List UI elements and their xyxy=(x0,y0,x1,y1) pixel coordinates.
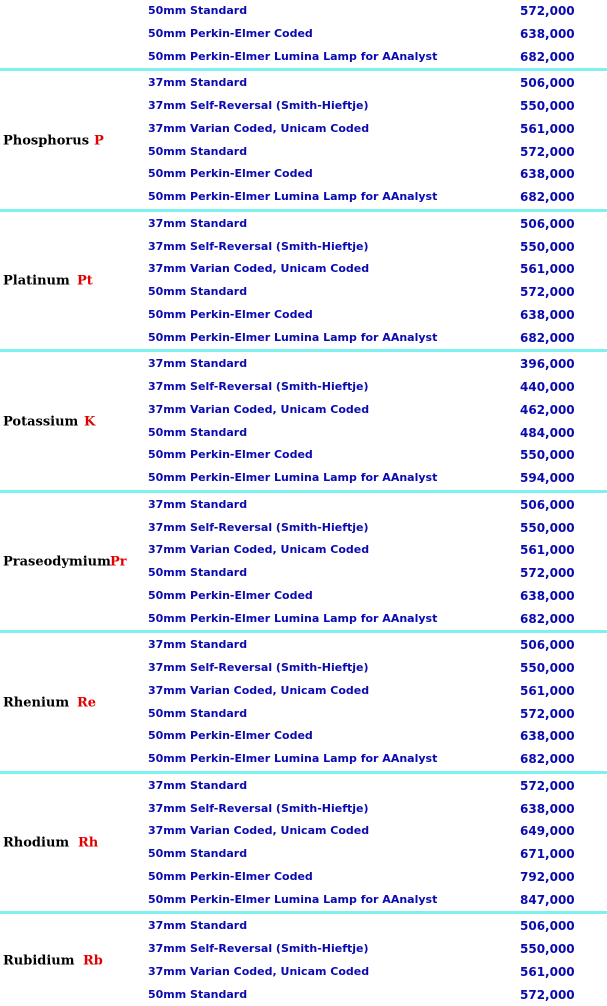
table-row xyxy=(0,236,607,259)
table-row xyxy=(0,0,607,23)
table-row xyxy=(0,915,607,938)
lamp-description: 50mm Standard xyxy=(148,562,247,585)
lamp-price: 550,000 xyxy=(520,938,572,961)
lamp-price: 682,000 xyxy=(520,46,572,69)
lamp-price: 572,000 xyxy=(520,984,572,1006)
table-row xyxy=(0,748,607,771)
element-name: Potassium xyxy=(3,414,78,429)
element-name: Rhenium xyxy=(3,695,69,710)
section-rows xyxy=(0,72,607,209)
element-name: Rubidium xyxy=(3,953,75,968)
lamp-description: 50mm Perkin-Elmer Coded xyxy=(148,304,313,327)
element-section-platinum xyxy=(0,212,607,350)
lamp-price: 638,000 xyxy=(520,163,572,186)
lamp-description: 37mm Varian Coded, Unicam Coded xyxy=(148,961,369,984)
lamp-price: 638,000 xyxy=(520,798,572,821)
lamp-price: 506,000 xyxy=(520,72,572,95)
lamp-description: 50mm Perkin-Elmer Lumina Lamp for AAnalyst xyxy=(148,889,437,912)
lamp-price: 550,000 xyxy=(520,657,572,680)
lamp-price: 561,000 xyxy=(520,680,572,703)
table-row xyxy=(0,961,607,984)
lamp-price: 671,000 xyxy=(520,843,572,866)
lamp-price: 572,000 xyxy=(520,0,572,23)
table-row xyxy=(0,444,607,467)
table-row xyxy=(0,163,607,186)
section-rows xyxy=(0,213,607,350)
lamp-price: 649,000 xyxy=(520,820,572,843)
lamp-price: 550,000 xyxy=(520,444,572,467)
lamp-price: 440,000 xyxy=(520,376,572,399)
section-rows xyxy=(0,775,607,912)
lamp-description: 50mm Standard xyxy=(148,703,247,726)
lamp-price: 682,000 xyxy=(520,186,572,209)
lamp-description: 37mm Varian Coded, Unicam Coded xyxy=(148,118,369,141)
lamp-description: 37mm Standard xyxy=(148,353,247,376)
table-row xyxy=(0,467,607,490)
element-section-praseodymium xyxy=(0,493,607,631)
element-symbol: Pt xyxy=(77,274,93,289)
lamp-price: 638,000 xyxy=(520,585,572,608)
lamp-price: 561,000 xyxy=(520,961,572,984)
element-symbol: K xyxy=(84,414,95,429)
element-section-phosphorus xyxy=(0,71,607,209)
table-row xyxy=(0,562,607,585)
section-rows xyxy=(0,353,607,490)
table-row xyxy=(0,634,607,657)
lamp-description: 50mm Standard xyxy=(148,984,247,1006)
lamp-description: 37mm Self-Reversal (Smith-Hieftje) xyxy=(148,95,369,118)
table-row xyxy=(0,281,607,304)
table-row xyxy=(0,820,607,843)
lamp-description: 37mm Standard xyxy=(148,915,247,938)
lamp-price: 682,000 xyxy=(520,748,572,771)
element-symbol: Pr xyxy=(110,555,127,570)
element-section-rubidium xyxy=(0,914,607,1006)
lamp-description: 37mm Self-Reversal (Smith-Hieftje) xyxy=(148,798,369,821)
lamp-description: 50mm Perkin-Elmer Lumina Lamp for AAnalyst xyxy=(148,467,437,490)
lamp-description: 50mm Standard xyxy=(148,843,247,866)
element-name: Platinum xyxy=(3,274,70,289)
lamp-description: 50mm Perkin-Elmer Lumina Lamp for AAnalyst xyxy=(148,186,437,209)
section-rows xyxy=(0,915,607,1006)
lamp-description: 50mm Perkin-Elmer Lumina Lamp for AAnalyst xyxy=(148,748,437,771)
lamp-description: 37mm Standard xyxy=(148,72,247,95)
lamp-price: 638,000 xyxy=(520,304,572,327)
table-row xyxy=(0,725,607,748)
element-symbol: Rh xyxy=(78,836,98,851)
lamp-description: 37mm Self-Reversal (Smith-Hieftje) xyxy=(148,376,369,399)
lamp-price: 792,000 xyxy=(520,866,572,889)
element-name: Rhodium xyxy=(3,836,69,851)
table-row xyxy=(0,46,607,69)
table-row xyxy=(0,798,607,821)
lamp-price: 572,000 xyxy=(520,775,572,798)
lamp-price: 561,000 xyxy=(520,118,572,141)
lamp-description: 37mm Standard xyxy=(148,494,247,517)
lamp-price: 594,000 xyxy=(520,467,572,490)
lamp-description: 37mm Varian Coded, Unicam Coded xyxy=(148,820,369,843)
section-rows xyxy=(0,634,607,771)
table-row xyxy=(0,141,607,164)
lamp-description: 50mm Perkin-Elmer Coded xyxy=(148,585,313,608)
table-row xyxy=(0,657,607,680)
lamp-price: 506,000 xyxy=(520,634,572,657)
section-rows xyxy=(0,494,607,631)
table-row xyxy=(0,72,607,95)
lamp-price: 682,000 xyxy=(520,327,572,350)
table-row xyxy=(0,213,607,236)
table-row xyxy=(0,517,607,540)
table-row xyxy=(0,118,607,141)
lamp-description: 37mm Varian Coded, Unicam Coded xyxy=(148,680,369,703)
table-row xyxy=(0,422,607,445)
lamp-price: 638,000 xyxy=(520,725,572,748)
lamp-description: 50mm Standard xyxy=(148,141,247,164)
element-name: Praseodymium xyxy=(3,555,111,570)
table-row xyxy=(0,585,607,608)
lamp-price: 462,000 xyxy=(520,399,572,422)
lamp-description: 37mm Self-Reversal (Smith-Hieftje) xyxy=(148,236,369,259)
lamp-description: 50mm Perkin-Elmer Coded xyxy=(148,444,313,467)
lamp-price: 572,000 xyxy=(520,281,572,304)
lamp-price: 638,000 xyxy=(520,23,572,46)
lamp-price: 561,000 xyxy=(520,539,572,562)
lamp-description: 37mm Standard xyxy=(148,634,247,657)
lamp-description: 37mm Self-Reversal (Smith-Hieftje) xyxy=(148,657,369,680)
lamp-price: 550,000 xyxy=(520,517,572,540)
lamp-price: 506,000 xyxy=(520,494,572,517)
table-row xyxy=(0,327,607,350)
table-row xyxy=(0,680,607,703)
element-symbol: P xyxy=(94,133,104,148)
lamp-description: 50mm Perkin-Elmer Coded xyxy=(148,23,313,46)
lamp-price: 847,000 xyxy=(520,889,572,912)
table-row xyxy=(0,258,607,281)
section-rows xyxy=(0,0,607,68)
lamp-price: 396,000 xyxy=(520,353,572,376)
lamp-price: 682,000 xyxy=(520,608,572,631)
table-row xyxy=(0,889,607,912)
lamp-description: 37mm Standard xyxy=(148,775,247,798)
lamp-price: 550,000 xyxy=(520,236,572,259)
lamp-description: 50mm Standard xyxy=(148,281,247,304)
lamp-description: 50mm Perkin-Elmer Coded xyxy=(148,163,313,186)
element-symbol: Rb xyxy=(83,953,103,968)
lamp-description: 37mm Varian Coded, Unicam Coded xyxy=(148,399,369,422)
lamp-description: 50mm Standard xyxy=(148,0,247,23)
table-row xyxy=(0,539,607,562)
lamp-description: 37mm Standard xyxy=(148,213,247,236)
table-row xyxy=(0,304,607,327)
table-row xyxy=(0,984,607,1006)
lamp-price: 572,000 xyxy=(520,562,572,585)
element-symbol: Re xyxy=(77,695,96,710)
table-row xyxy=(0,866,607,889)
lamp-description: 50mm Perkin-Elmer Lumina Lamp for AAnalyst xyxy=(148,327,437,350)
lamp-description: 37mm Varian Coded, Unicam Coded xyxy=(148,539,369,562)
table-row xyxy=(0,186,607,209)
table-row xyxy=(0,376,607,399)
table-row xyxy=(0,95,607,118)
lamp-price: 550,000 xyxy=(520,95,572,118)
table-row xyxy=(0,775,607,798)
lamp-price: 572,000 xyxy=(520,141,572,164)
lamp-description: 37mm Self-Reversal (Smith-Hieftje) xyxy=(148,938,369,961)
table-row xyxy=(0,353,607,376)
lamp-price: 484,000 xyxy=(520,422,572,445)
lamp-description: 50mm Standard xyxy=(148,422,247,445)
lamp-description: 50mm Perkin-Elmer Lumina Lamp for AAnalyst xyxy=(148,608,437,631)
lamp-price: 506,000 xyxy=(520,915,572,938)
lamp-price: 572,000 xyxy=(520,703,572,726)
table-row xyxy=(0,938,607,961)
element-section-rhodium xyxy=(0,774,607,912)
element-section-potassium xyxy=(0,352,607,490)
lamp-description: 50mm Perkin-Elmer Coded xyxy=(148,725,313,748)
table-row xyxy=(0,399,607,422)
element-name: Phosphorus xyxy=(3,133,89,148)
lamp-description: 37mm Self-Reversal (Smith-Hieftje) xyxy=(148,517,369,540)
element-section-rhenium xyxy=(0,633,607,771)
table-row xyxy=(0,843,607,866)
table-row xyxy=(0,23,607,46)
lamp-description: 50mm Perkin-Elmer Coded xyxy=(148,866,313,889)
element-section-continued xyxy=(0,0,607,68)
lamp-description: 50mm Perkin-Elmer Lumina Lamp for AAnalyst xyxy=(148,46,437,69)
table-row xyxy=(0,494,607,517)
table-row xyxy=(0,703,607,726)
lamp-price: 561,000 xyxy=(520,258,572,281)
table-row xyxy=(0,608,607,631)
lamp-price: 506,000 xyxy=(520,213,572,236)
lamp-description: 37mm Varian Coded, Unicam Coded xyxy=(148,258,369,281)
